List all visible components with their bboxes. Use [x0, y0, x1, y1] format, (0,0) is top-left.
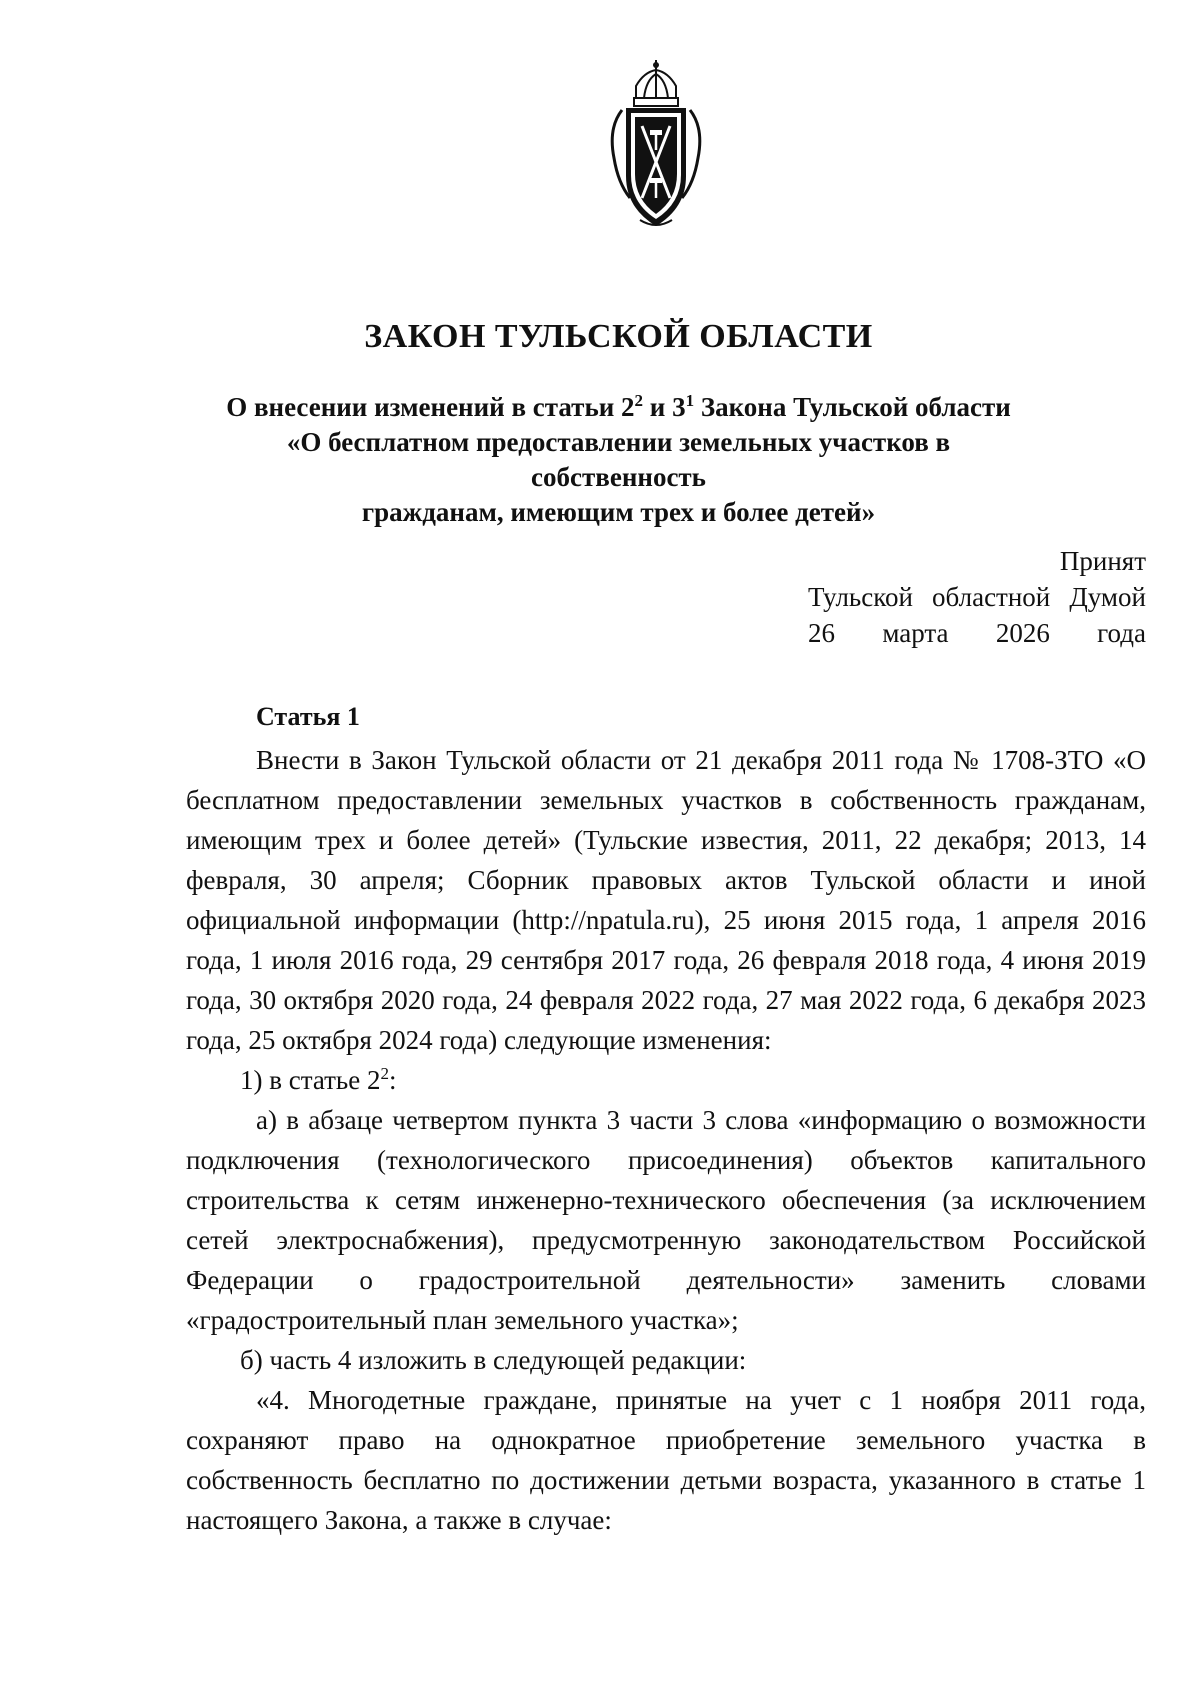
adopted-by-word: Тульской	[808, 582, 913, 612]
adopted-year: 2026	[995, 618, 1050, 648]
article-body	[186, 740, 1146, 1540]
adopted-by-word: областной	[932, 582, 1051, 612]
superscript: 1	[685, 390, 695, 410]
paragraph: «4. Многодетные граждане, принятые на учет с 1 ноября 2011 года, сохраняют право на однократное приобретение земельного участка в собственность бесплатно по достижении детьми возраста, указанного в статье 1 настоящего Закона, а также в случае:	[186, 1385, 1146, 1535]
paragraph: а) в абзаце четвертом пункта 3 части 3 слова «информацию о возможности подключения (технологического присоединения) объектов капитального строительства к сетям инженерно-технического обеспечения (за исключением сетей электроснабжения), предусмотренную законодательством Российской Федерации о градостроительной деятельности» заменить словами «градостроительный план земельного участка»;	[186, 1105, 1146, 1335]
paragraph-text: :	[388, 1065, 397, 1095]
tula-coat-of-arms-icon	[600, 58, 712, 233]
subtitle-line-2: «О бесплатном предоставлении земельных участков в собственность	[286, 427, 951, 492]
article-heading: Статья 1	[256, 702, 360, 731]
subtitle-text: О внесении изменений в статьи 2	[226, 392, 635, 422]
adoption-block	[808, 543, 1146, 651]
adopted-date	[808, 615, 1146, 651]
document-title: ЗАКОН ТУЛЬСКОЙ ОБЛАСТИ	[364, 318, 873, 355]
paragraph-text: 1) в статье 2	[240, 1065, 381, 1095]
superscript: 2	[380, 1063, 389, 1083]
paragraph: Внести в Закон Тульской области от 21 декабря 2011 года № 1708-ЗТО «О бесплатном предоставлении земельных участков в собственность гражданам, имеющим трех и более детей» (Тульские известия, 2011, 22 декабря; 2013, 14 февраля, 30 апреля; Сборник правовых актов Тульской области и иной официальной информации (http://npatula.ru), 25 июня 2015 года, 1 апреля 2016 года, 1 июля 2016 года, 29 сентября 2017 года, 26 февраля 2018 года, 4 июня 2019 года, 30 октября 2020 года, 24 февраля 2022 года, 27 мая 2022 года, 6 декабря 2023 года, 25 октября 2024 года) следующие изменения:	[186, 745, 1146, 1055]
subtitle-line-1	[200, 390, 1037, 425]
subtitle-line-3: гражданам, имеющим трех и более детей»	[361, 497, 876, 527]
adopted-by	[808, 579, 1146, 615]
document-subtitle	[200, 390, 1037, 530]
adopted-label: Принят	[1059, 546, 1146, 576]
paragraph: б) часть 4 изложить в следующей редакции:	[240, 1345, 747, 1375]
adopted-by-word: Думой	[1069, 582, 1146, 612]
adopted-month: марта	[882, 618, 949, 648]
subtitle-text: Закона Тульской области	[694, 392, 1011, 422]
adopted-year-word: года	[1097, 618, 1146, 648]
subtitle-text: и 3	[643, 392, 686, 422]
superscript: 2	[634, 390, 644, 410]
adopted-day: 26	[808, 618, 835, 648]
paragraph	[186, 1060, 1146, 1100]
